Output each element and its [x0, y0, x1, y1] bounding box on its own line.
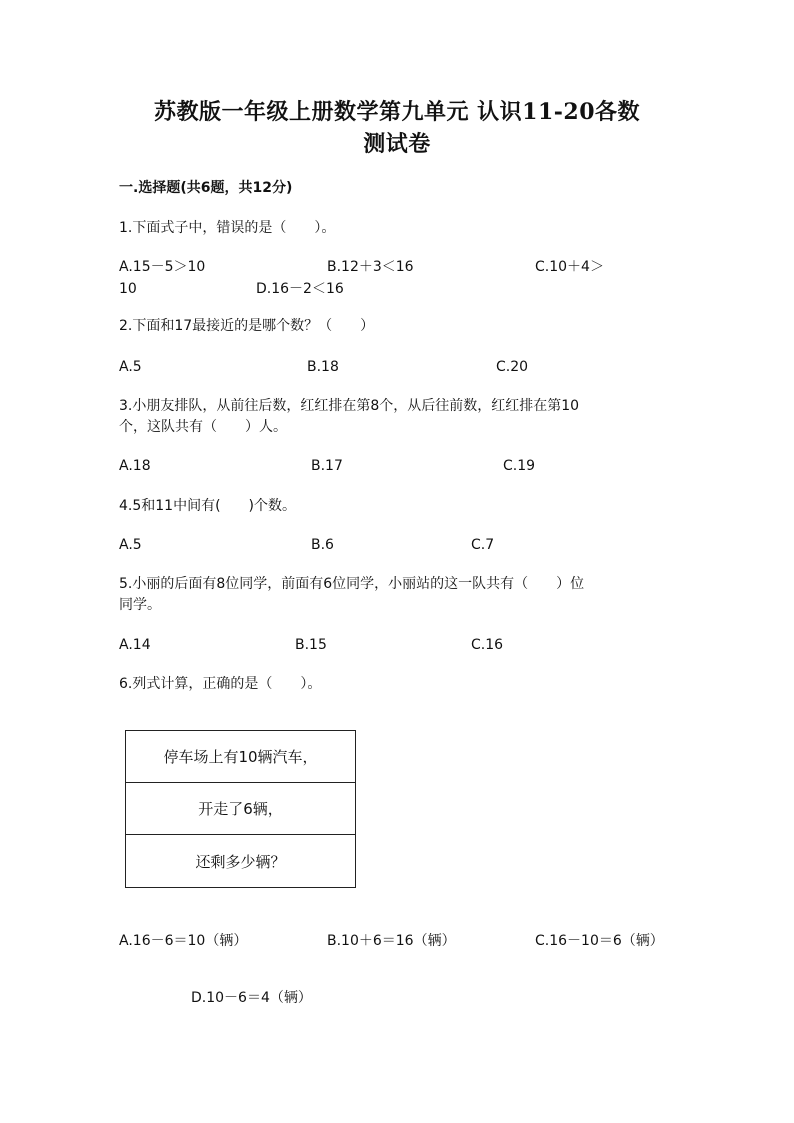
q2-option-c: C.20 — [496, 359, 529, 375]
title-line-1: 苏教版一年级上册数学第九单元 认识11-20各数 — [153, 99, 641, 125]
q6-option-c: C.16－10＝6（辆） — [535, 933, 664, 949]
q4-option-b: B.6 — [311, 537, 334, 553]
q6-option-a: A.16－6＝10（辆） — [119, 933, 248, 949]
q3-option-b: B.17 — [311, 458, 343, 474]
q2-option-a: A.5 — [119, 359, 142, 375]
q3-option-c: C.19 — [503, 458, 536, 474]
table-row: 开走了6辆， — [126, 783, 355, 835]
question-5-stem-line-2: 同学。 — [119, 597, 161, 613]
q2-option-b: B.18 — [307, 359, 339, 375]
q6-option-d: D.10－6＝4（辆） — [191, 990, 312, 1006]
q1-option-c-continued: 10 — [119, 281, 137, 297]
q3-option-a: A.18 — [119, 458, 151, 474]
question-6-stem: 6.列式计算，正确的是（ ）。 — [119, 676, 322, 692]
question-5-stem-line-1: 5.小丽的后面有8位同学，前面有6位同学，小丽站的这一队共有（ ）位 — [119, 576, 585, 592]
section-heading: 一.选择题(共6题，共12分) — [119, 180, 293, 196]
document-title — [100, 96, 694, 160]
title-line-2: 测试卷 — [363, 131, 431, 157]
question-1-stem: 1.下面式子中，错误的是（ ）。 — [119, 220, 336, 236]
question-4-stem: 4.5和11中间有( )个数。 — [119, 498, 297, 514]
q1-option-d: D.16－2＜16 — [256, 281, 344, 297]
q1-option-a: A.15－5＞10 — [119, 259, 206, 275]
table-row: 停车场上有10辆汽车， — [126, 731, 355, 783]
problem-table — [125, 730, 356, 888]
q5-option-b: B.15 — [295, 637, 327, 653]
q5-option-a: A.14 — [119, 637, 151, 653]
q6-option-b: B.10＋6＝16（辆） — [327, 933, 456, 949]
q4-option-c: C.7 — [471, 537, 495, 553]
q1-option-b: B.12＋3＜16 — [327, 259, 414, 275]
q1-option-c: C.10＋4＞ — [535, 259, 604, 275]
question-2-stem: 2.下面和17最接近的是哪个数？（ ） — [119, 318, 375, 334]
table-row: 还剩多少辆？ — [195, 852, 286, 871]
question-3-stem-line-1: 3.小朋友排队，从前往后数，红红排在第8个，从后往前数，红红排在第10 — [119, 398, 580, 414]
q4-option-a: A.5 — [119, 537, 142, 553]
question-3-stem-line-2: 个，这队共有（ ）人。 — [119, 419, 287, 435]
q5-option-c: C.16 — [471, 637, 504, 653]
